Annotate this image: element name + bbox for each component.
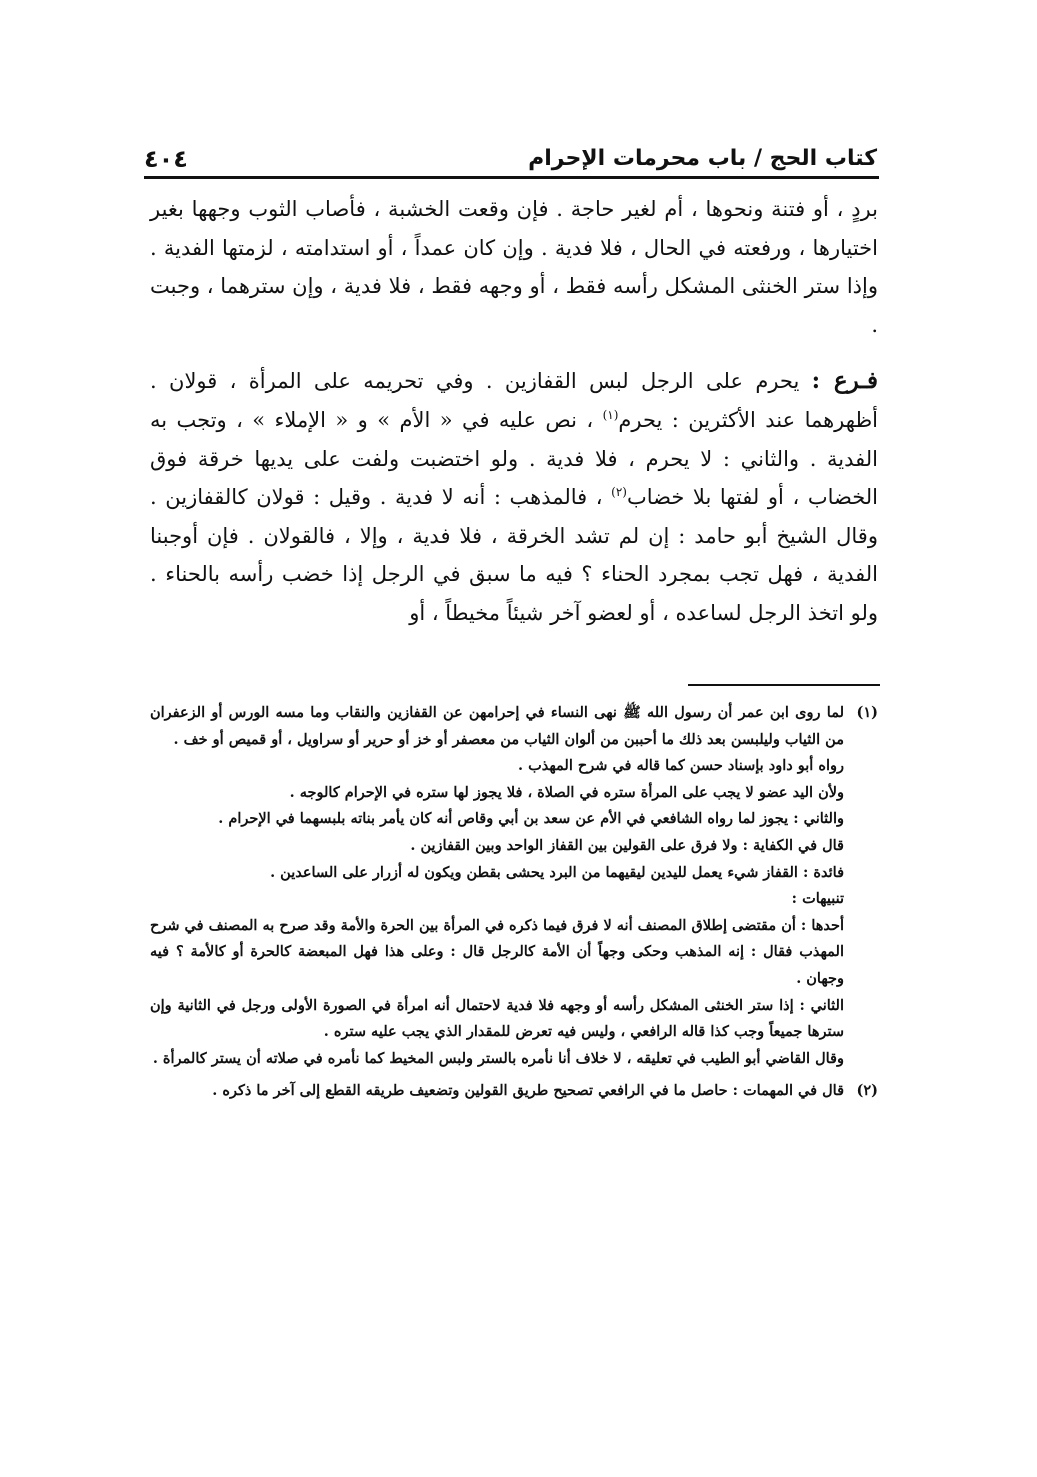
far-heading: فـرع : [811,367,878,395]
footnote-2-body [150,1078,844,1105]
footnote-separator [688,684,880,686]
footnote-ref-2[interactable]: (٢) [611,485,627,500]
footnote-1-body [150,700,844,1072]
body-paragraph-2-part-b: ، نص عليه في « الأم » و « الإملاء » ، وتجب به الفدية . والثاني : لا يحرم ، فلا فدية . ولو اختضبت ولفت على يديها خرقة فوق الخضاب ، أو لفتها بلا خضاب [150,407,878,510]
footnote-1-line: لما روى ابن عمر أن رسول الله ﷺ نهى النساء في إحرامهن عن القفازين والنقاب وما مسه الورس أو الزعفران من الثياب وليلبسن بعد ذلك ما أحببن من ألوان الثياب من معصفر أو خز أو حرير أو سراويل ، أو قميص أو خف . [150,704,844,748]
footnote-1-line: والثاني : يجوز لما رواه الشافعي في الأم عن سعد بن أبي وقاص أنه كان يأمر بناته بلبسهما في الإحرام . [218,810,844,828]
footnote-1-line: الثاني : إذا ستر الخنثى المشكل رأسه أو وجهه فلا فدية لاحتمال أنه امرأة في الصورة الأولى ورجل في الثانية وإن سترها جميعاً وجب كذا قاله الرافعي ، وليس فيه تعرض للمقدار الذي يجب عليه ستره . [150,996,844,1041]
main-text [150,190,878,633]
body-paragraph-1: بردٍ ، أو فتنة ونحوها ، أم لغير حاجة . فإن وقعت الخشبة ، فأصاب الثوب وجهها بغير اختيارها ، ورفعته في الحال ، فلا فدية . وإن كان عمداً ، أو استدامته ، لزمتها الفدية . وإذا ستر الخنثى المشكل رأسه فقط ، أو وجهه فقط ، فلا فدية ، وإن سترهما ، وجبت . [150,197,878,337]
footnote-1-line: وقال القاضي أبو الطيب في تعليقه ، لا خلاف أنا نأمره بالستر ولبس المخيط كما نأمره في صلاته أن يستر كالمرأة . [152,1049,844,1067]
running-header [144,128,877,174]
footnote-ref-1[interactable]: (١) [602,407,619,422]
footnote-2 [150,1078,878,1105]
footnote-1-line: قال في الكفاية : ولا فرق على القولين بين القفاز الواحد وبين القفازين . [410,836,844,854]
footnotes [150,700,878,1105]
footnote-2-number: (٢) [856,1082,878,1100]
footnote-2-line: قال في المهمات : حاصل ما في الرافعي تصحيح طريق القولين وتضعيف طريقه القطع إلى آخر ما ذكره . [212,1082,844,1100]
footnote-1-number: (١) [856,704,878,721]
footnote-1-line: أحدها : أن مقتضى إطلاق المصنف أنه لا فرق فيما ذكره في المرأة بين الحرة والأمة وقد صرح به المصنف في شرح المهذب فقال : إنه المذهب وحكى وجهاً أن الأمة كالرجل قال : وعلى هذا فهل المبعضة كالحرة أو كالأمة ؟ فيه وجهان . [150,916,844,987]
footnote-1-line: رواه أبو داود بإسناد حسن كما قاله في شرح المهذب . [518,757,844,775]
body-paragraph-2-part-a: يحرم على الرجل لبس القفازين . وفي تحريمه على المرأة ، قولان . أظهرهما عند الأكثرين : يحرم [150,369,878,432]
footnote-1-line: فائدة : القفاز شيء يعمل لليدين ليقيهما من البرد يحشى بقطن ويكون له أزرار على الساعدين . [270,863,844,881]
footnote-1-line: ولأن اليد عضو لا يجب على المرأة ستره في الصلاة ، فلا يجوز لها ستره في الإحرام كالوجه . [289,783,844,801]
header-rule [144,176,879,179]
body-paragraph-2-part-c: ، فالمذهب : أنه لا فدية . وقيل : قولان كالقفازين . وقال الشيخ أبو حامد : إن لم تشد الخرقة ، فلا فدية ، وإلا ، فالقولان . فإن أوجبنا الفدية ، فهل تجب بمجرد الحناء ؟ فيه ما سبق في الرجل إذا خضب رأسه بالحناء . ولو اتخذ الرجل لساعده ، أو لعضو آخر شيئاً مخيطاً ، أو [150,485,878,625]
body-paragraph-2 [150,362,878,632]
footnote-1-line: تنبيهات : [791,890,844,908]
page-number: ٤٠٤ [144,145,188,173]
running-header-title: كتاب الحج / باب محرمات الإحرام [528,146,877,171]
footnote-1 [150,700,878,1072]
